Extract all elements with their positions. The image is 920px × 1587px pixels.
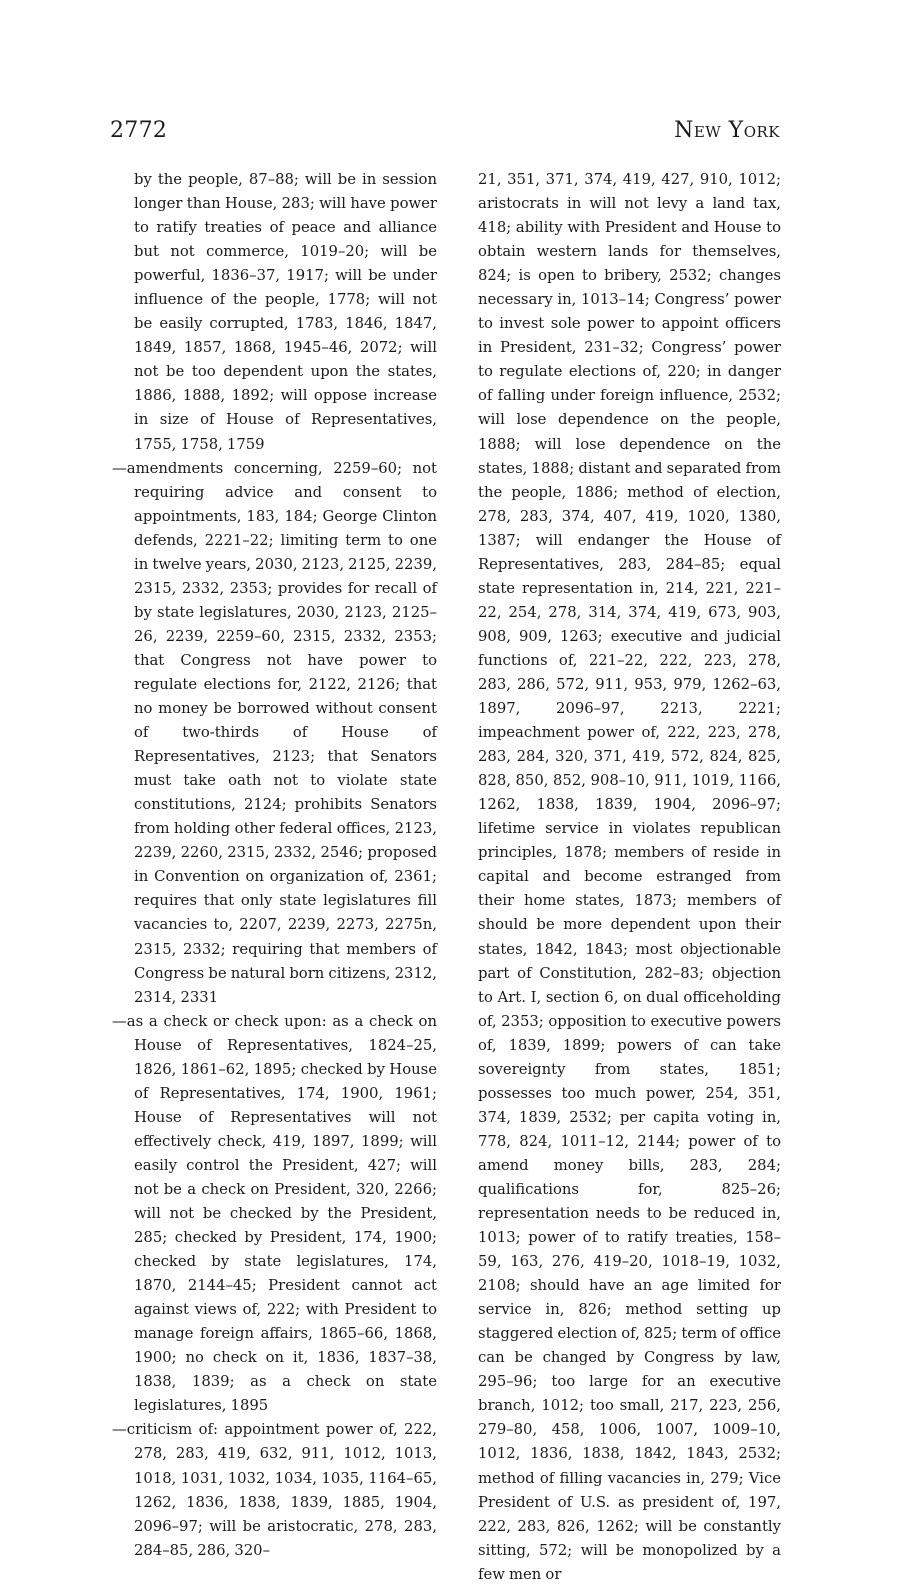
index-continuation-right: 21, 351, 371, 374, 419, 427, 910, 1012; aristocrats in will not levy a land tax, 418; ability with President and House to obtain western lands for themselves, 824; is open to bribery, 2532; changes necessary in, 1013–14; Congress’ power to invest sole power to appoint officers in President, 231–32; Congress’ power to regulate elections of, 220; in danger of falling under foreign influence, 2532; will lose dependence on the people, 1888; will lose dependence on the states, 1888; distant and separated from the people, 1886; method of election, 278, 283, 374, 407, 419, 1020, 1380, 1387; will endanger the House of Representatives, 283, 284–85; equal state representation in, 214, 221, 221–22, 254, 278, 314, 374, 419, 673, 903, 908, 909, 1263; executive and judicial functions of, 221–22, 222, 223, 278, 283, 286, 572, 911, 953, 979, 1262–63, 1897, 2096–97, 2213, 2221; impeachment power of, 222, 223, 278, 283, 284, 320, 371, 419, 572, 824, 825, 828, 850, 852, 908–10, 911, 1019, 1166, 1262, 1838, 1839, 1904, 2096–97; lifetime service in violates republican principles, 1878; members of reside in capital and become estranged from their home states, 1873; members of should be more dependent upon their states, 1842, 1843; most objectionable part of Constitution, 282–83; objection to Art. I, section 6, on dual officeholding of, 2353; opposition to executive powers of, 1839, 1899; powers of can take sovereignty from states, 1851; possesses too much power, 254, 351, 374, 1839, 2532; per capita voting in, 778, 824, 1011–12, 2144; power of to amend money bills, 283, 284; qualifications for, 825–26; representation needs to be reduced in, 1013; power of to ratify treaties, 158–59, 163, 276, 419–20, 1018–19, 1032, 2108; should have an age limited for service in, 826; method setting up staggered election of, 825; term of office can be changed by Congress by law, 295–96; too large for an executive branch, 1012; too small, 217, 223, 256, 279–80, 458, 1006, 1007, 1009–10, 1012, 1836, 1838, 1842, 1843, 2532; method of filling vacancies in, 279; Vice President of U.S. as president of, 197, 222, 283, 826, 1262; will be constantly sitting, 572; will be monopolized by a few men or: [478, 171, 781, 1583]
index-subentry-criticism: —criticism of: appointment power of, 222, 278, 283, 419, 632, 911, 1012, 1013, 1018, 1031, 1032, 1034, 1035, 1164–65, 1262, 1836, 1838, 1839, 1885, 1904, 2096–97; will be aristocratic, 278, 283, 284–85, 286, 320–: [112, 1421, 437, 1559]
left-column: [112, 168, 437, 1563]
index-subentry-amendments: —amendments concerning, 2259–60; not requiring advice and consent to appointments, 183, 184; George Clinton defends, 2221–22; limiting term to one in twelve years, 2030, 2123, 2125, 2239, 2315, 2332, 2353; provides for recall of by state legislatures, 2030, 2123, 2125–26, 2239, 2259–60, 2315, 2332, 2353; that Congress not have power to regulate elections for, 2122, 2126; that no money be borrowed without consent of two-thirds of House of Representatives, 2123; that Senators must take oath not to violate state constitutions, 2124; prohibits Senators from holding other federal offices, 2123, 2239, 2260, 2315, 2332, 2546; proposed in Convention on organization of, 2361; requires that only state legislatures fill vacancies to, 2207, 2239, 2273, 2275n, 2315, 2332; requiring that members of Congress be natural born citizens, 2312, 2314, 2331: [112, 459, 437, 1006]
index-continuation: by the people, 87–88; will be in session longer than House, 283; will have power to ratify treaties of peace and alliance but not commerce, 1019–20; will be powerful, 1836–37, 1917; will be under influence of the people, 1778; will not be easily corrupted, 1783, 1846, 1847, 1849, 1857, 1868, 1945–46, 2072; will not be too dependent upon the states, 1886, 1888, 1892; will oppose increase in size of House of Representatives, 1755, 1758, 1759: [134, 171, 437, 453]
page-number: 2772: [110, 118, 168, 143]
index-subentry-check: —as a check or check upon: as a check on House of Representatives, 1824–25, 1826, 1861–62, 1895; checked by House of Representatives, 174, 1900, 1961; House of Representatives will not effectively check, 419, 1897, 1899; will easily control the President, 427; will not be a check on President, 320, 2266; will not be checked by the President, 285; checked by President, 174, 1900; checked by state legislatures, 174, 1870, 2144–45; President cannot act against views of, 222; with President to manage foreign affairs, 1865–66, 1868, 1900; no check on it, 1836, 1837–38, 1838, 1839; as a check on state legislatures, 1895: [112, 1012, 437, 1415]
right-column: [478, 168, 781, 1587]
running-head: New York: [674, 118, 780, 143]
